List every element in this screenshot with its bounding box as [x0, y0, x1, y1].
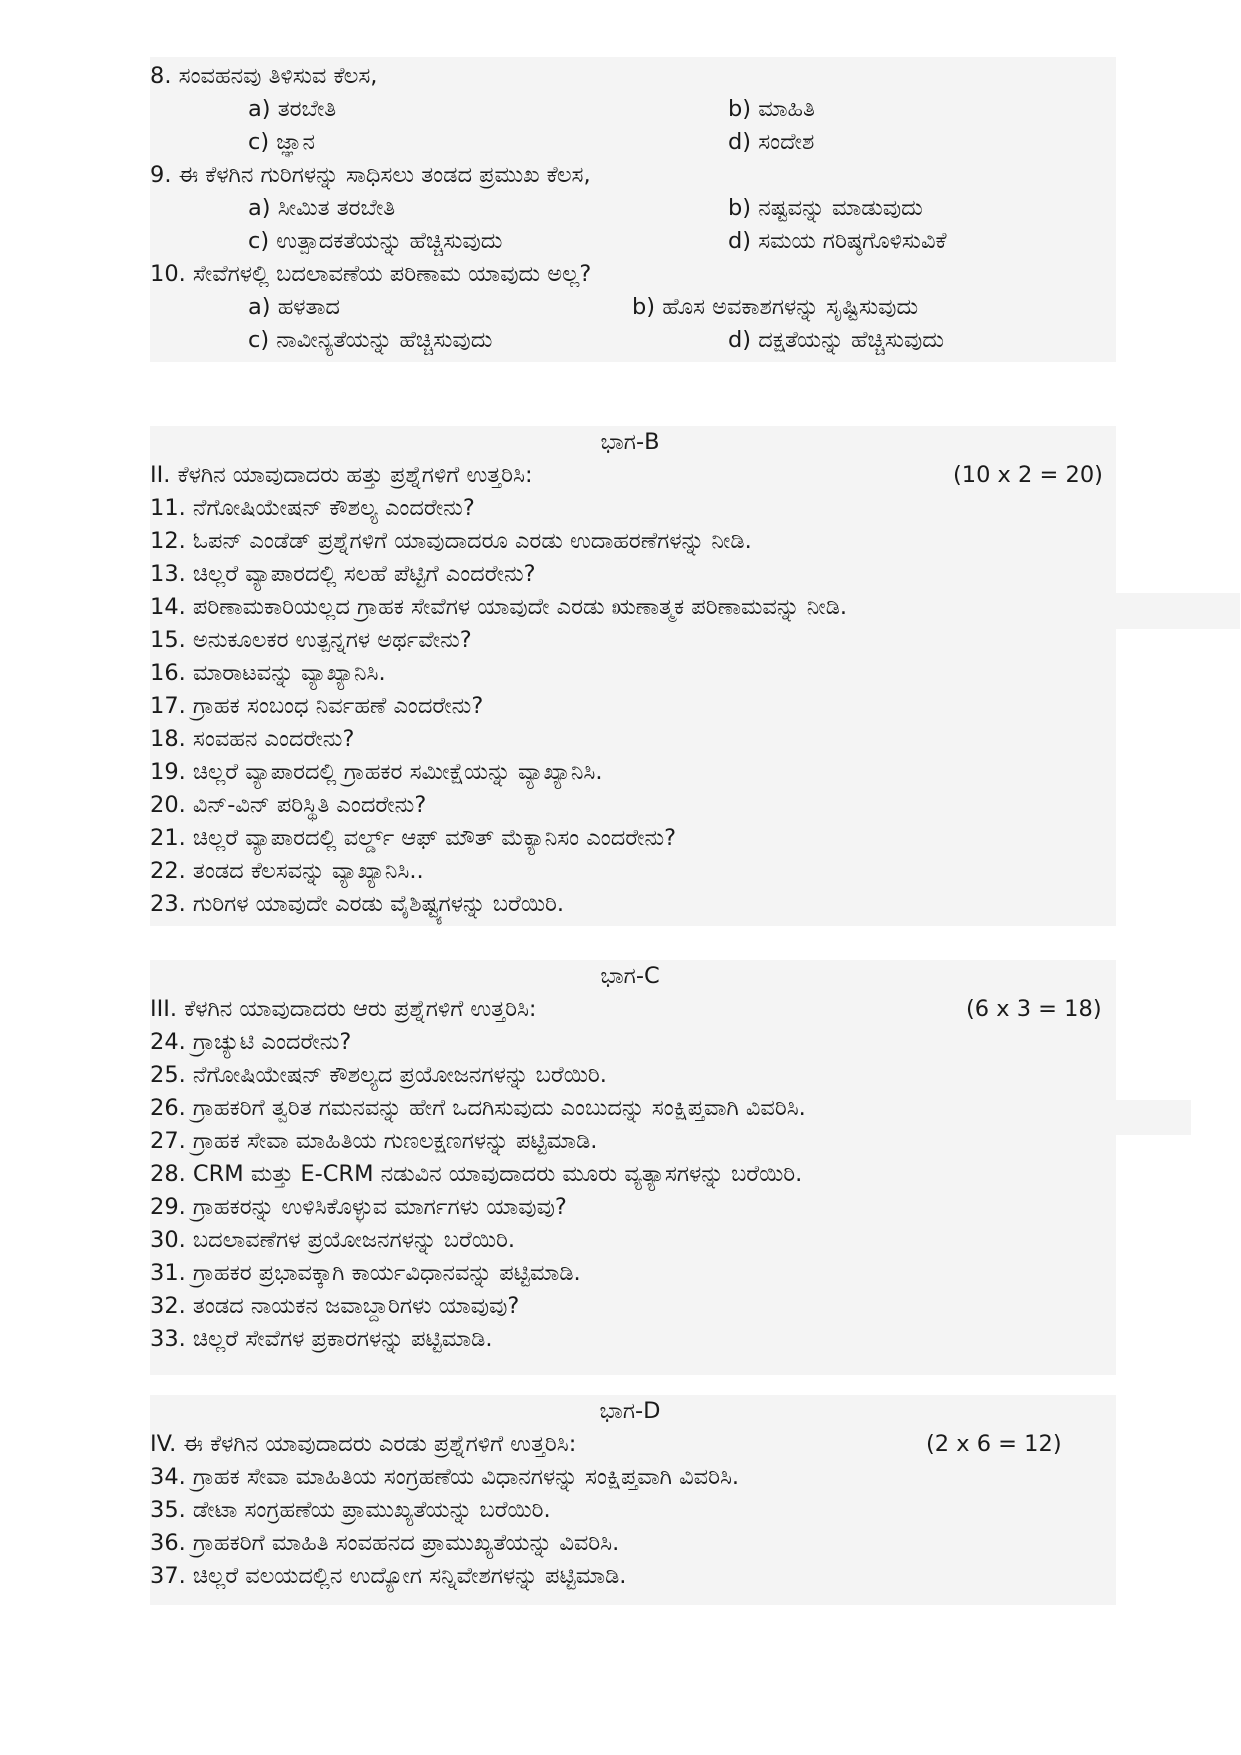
part-b-background-extension — [1116, 593, 1240, 629]
part-c-background-extension — [1116, 1100, 1191, 1135]
part-d-instruction: IV. ಈ ಕೆಳಗಿನ ಯಾವುದಾದರು ಎರಡು ಪ್ರಶ್ನೆಗಳಿಗೆ ಉತ್ತರಿಸಿ: — [150, 1431, 577, 1457]
question-35: 35. ಡೇಟಾ ಸಂಗ್ರಹಣೆಯ ಪ್ರಾಮುಖ್ಯತೆಯನ್ನು ಬರೆಯಿರಿ. — [150, 1497, 551, 1523]
question-31: 31. ಗ್ರಾಹಕರ ಪ್ರಭಾವಕ್ಕಾಗಿ ಕಾರ್ಯವಿಧಾನವನ್ನು ಪಟ್ಟಿಮಾಡಿ. — [150, 1260, 581, 1286]
part-c-marks: (6 x 3 = 18) — [966, 996, 1102, 1022]
question-10: 10. ಸೇವೆಗಳಲ್ಲಿ ಬದಲಾವಣೆಯ ಪರಿಣಾಮ ಯಾವುದು ಅಲ್ಲ? — [150, 261, 592, 287]
q10-option-b: b) ಹೊಸ ಅವಕಾಶಗಳನ್ನು ಸೃಷ್ಟಿಸುವುದು — [632, 294, 919, 320]
question-33: 33. ಚಿಲ್ಲರೆ ಸೇವೆಗಳ ಪ್ರಕಾರಗಳನ್ನು ಪಟ್ಟಿಮಾಡಿ. — [150, 1326, 493, 1352]
question-30: 30. ಬದಲಾವಣೆಗಳ ಪ್ರಯೋಜನಗಳನ್ನು ಬರೆಯಿರಿ. — [150, 1227, 516, 1253]
question-9: 9. ಈ ಕೆಳಗಿನ ಗುರಿಗಳನ್ನು ಸಾಧಿಸಲು ತಂಡದ ಪ್ರಮುಖ ಕೆಲಸ, — [150, 162, 591, 188]
question-32: 32. ತಂಡದ ನಾಯಕನ ಜವಾಬ್ದಾರಿಗಳು ಯಾವುವು? — [150, 1293, 520, 1319]
question-27: 27. ಗ್ರಾಹಕ ಸೇವಾ ಮಾಹಿತಿಯ ಗುಣಲಕ್ಷಣಗಳನ್ನು ಪಟ್ಟಿಮಾಡಿ. — [150, 1128, 598, 1154]
question-26: 26. ಗ್ರಾಹಕರಿಗೆ ತ್ವರಿತ ಗಮನವನ್ನು ಹೇಗೆ ಒದಗಿಸುವುದು ಎಂಬುದನ್ನು ಸಂಕ್ಷಿಪ್ತವಾಗಿ ವಿವರಿಸಿ. — [150, 1095, 806, 1121]
question-24: 24. ಗ್ರಾಚ್ಯುಟಿ ಎಂದರೇನು? — [150, 1029, 352, 1055]
question-34: 34. ಗ್ರಾಹಕ ಸೇವಾ ಮಾಹಿತಿಯ ಸಂಗ್ರಹಣೆಯ ವಿಧಾನಗಳನ್ನು ಸಂಕ್ಷಿಪ್ತವಾಗಿ ವಿವರಿಸಿ. — [150, 1464, 740, 1490]
question-13: 13. ಚಿಲ್ಲರೆ ವ್ಯಾಪಾರದಲ್ಲಿ ಸಲಹೆ ಪೆಟ್ಟಿಗೆ ಎಂದರೇನು? — [150, 561, 536, 587]
question-28: 28. CRM ಮತ್ತು E-CRM ನಡುವಿನ ಯಾವುದಾದರು ಮೂರು ವ್ಯತ್ಯಾಸಗಳನ್ನು ಬರೆಯಿರಿ. — [150, 1161, 803, 1187]
q9-option-b: b) ನಷ್ಟವನ್ನು ಮಾಡುವುದು — [728, 195, 923, 221]
question-22: 22. ತಂಡದ ಕೆಲಸವನ್ನು ವ್ಯಾಖ್ಯಾನಿಸಿ.. — [150, 858, 424, 884]
question-8: 8. ಸಂವಹನವು ತಿಳಿಸುವ ಕೆಲಸ, — [150, 63, 378, 89]
q9-option-c: c) ಉತ್ಪಾದಕತೆಯನ್ನು ಹೆಚ್ಚಿಸುವುದು — [248, 228, 503, 254]
question-11: 11. ನೆಗೋಷಿಯೇಷನ್ ಕೌಶಲ್ಯ ಎಂದರೇನು? — [150, 495, 475, 521]
question-17: 17. ಗ್ರಾಹಕ ಸಂಬಂಧ ನಿರ್ವಹಣೆ ಎಂದರೇನು? — [150, 693, 484, 719]
part-c-heading: ಭಾಗ-C — [600, 963, 660, 989]
question-21: 21. ಚಿಲ್ಲರೆ ವ್ಯಾಪಾರದಲ್ಲಿ ವರ್ಲ್ಡ್ ಆಫ್ ಮೌತ್ ಮೆಕ್ಯಾನಿಸಂ ಎಂದರೇನು? — [150, 825, 677, 851]
part-b-marks: (10 x 2 = 20) — [953, 462, 1103, 488]
question-19: 19. ಚಿಲ್ಲರೆ ವ್ಯಾಪಾರದಲ್ಲಿ ಗ್ರಾಹಕರ ಸಮೀಕ್ಷೆಯನ್ನು ವ್ಯಾಖ್ಯಾನಿಸಿ. — [150, 759, 603, 785]
question-25: 25. ನೆಗೋಷಿಯೇಷನ್ ಕೌಶಲ್ಯದ ಪ್ರಯೋಜನಗಳನ್ನು ಬರೆಯಿರಿ. — [150, 1062, 607, 1088]
q9-option-a: a) ಸೀಮಿತ ತರಬೇತಿ — [248, 195, 396, 221]
question-15: 15. ಅನುಕೂಲಕರ ಉತ್ಪನ್ನಗಳ ಅರ್ಥವೇನು? — [150, 627, 472, 653]
question-23: 23. ಗುರಿಗಳ ಯಾವುದೇ ಎರಡು ವೈಶಿಷ್ಟ್ಯಗಳನ್ನು ಬರೆಯಿರಿ. — [150, 891, 565, 917]
q10-option-c: c) ನಾವೀನ್ಯತೆಯನ್ನು ಹೆಚ್ಚಿಸುವುದು — [248, 327, 493, 353]
q8-option-c: c) ಜ್ಞಾನ — [248, 129, 316, 155]
question-12: 12. ಓಪನ್ ಎಂಡೆಡ್ ಪ್ರಶ್ನೆಗಳಿಗೆ ಯಾವುದಾದರೂ ಎರಡು ಉದಾಹರಣೆಗಳನ್ನು ನೀಡಿ. — [150, 528, 752, 554]
question-18: 18. ಸಂವಹನ ಎಂದರೇನು? — [150, 726, 355, 752]
part-d-marks: (2 x 6 = 12) — [926, 1431, 1062, 1457]
q10-option-d: d) ದಕ್ಷತೆಯನ್ನು ಹೆಚ್ಚಿಸುವುದು — [728, 327, 944, 353]
part-b-instruction: II. ಕೆಳಗಿನ ಯಾವುದಾದರು ಹತ್ತು ಪ್ರಶ್ನೆಗಳಿಗೆ ಉತ್ತರಿಸಿ: — [150, 462, 533, 488]
question-29: 29. ಗ್ರಾಹಕರನ್ನು ಉಳಿಸಿಕೊಳ್ಳುವ ಮಾರ್ಗಗಳು ಯಾವುವು? — [150, 1194, 567, 1220]
q8-option-b: b) ಮಾಹಿತಿ — [728, 96, 815, 122]
part-c-instruction: III. ಕೆಳಗಿನ ಯಾವುದಾದರು ಆರು ಪ್ರಶ್ನೆಗಳಿಗೆ ಉತ್ತರಿಸಿ: — [150, 996, 537, 1022]
part-b-heading: ಭಾಗ-B — [600, 429, 660, 455]
q8-option-a: a) ತರಬೇತಿ — [248, 96, 337, 122]
question-14: 14. ಪರಿಣಾಮಕಾರಿಯಲ್ಲದ ಗ್ರಾಹಕ ಸೇವೆಗಳ ಯಾವುದೇ ಎರಡು ಋಣಾತ್ಮಕ ಪರಿಣಾಮವನ್ನು ನೀಡಿ. — [150, 594, 848, 620]
question-16: 16. ಮಾರಾಟವನ್ನು ವ್ಯಾಖ್ಯಾನಿಸಿ. — [150, 660, 386, 686]
q10-option-a: a) ಹಳತಾದ — [248, 294, 340, 320]
question-37: 37. ಚಿಲ್ಲರೆ ವಲಯದಲ್ಲಿನ ಉದ್ಯೋಗ ಸನ್ನಿವೇಶಗಳನ್ನು ಪಟ್ಟಿಮಾಡಿ. — [150, 1563, 627, 1589]
q9-option-d: d) ಸಮಯ ಗರಿಷ್ಠಗೊಳಿಸುವಿಕೆ — [728, 228, 947, 254]
question-36: 36. ಗ್ರಾಹಕರಿಗೆ ಮಾಹಿತಿ ಸಂವಹನದ ಪ್ರಾಮುಖ್ಯತೆಯನ್ನು ವಿವರಿಸಿ. — [150, 1530, 620, 1556]
question-20: 20. ವಿನ್-ವಿನ್ ಪರಿಸ್ಥಿತಿ ಎಂದರೇನು? — [150, 792, 427, 818]
part-d-heading: ಭಾಗ-D — [599, 1398, 661, 1424]
q8-option-d: d) ಸಂದೇಶ — [728, 129, 815, 155]
